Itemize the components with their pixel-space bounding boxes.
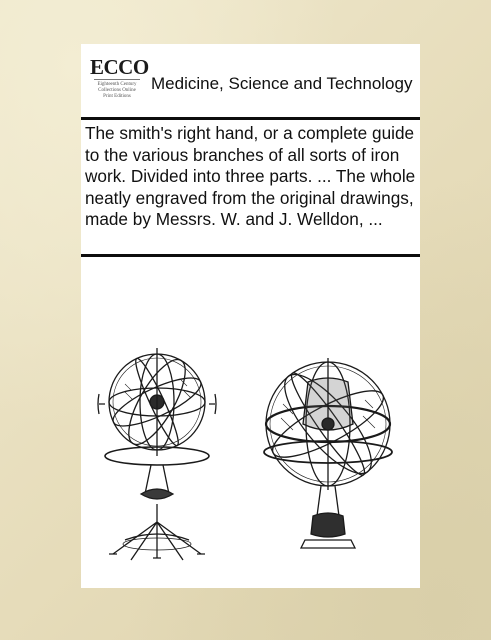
logo-line-3: Print Editions	[103, 94, 131, 99]
top-rule	[81, 117, 420, 120]
bottom-rule	[81, 254, 420, 257]
logo-rule	[94, 79, 140, 80]
engraving-illustration	[95, 344, 409, 564]
armillary-sphere-icon	[253, 344, 403, 564]
ecco-logo	[90, 55, 149, 112]
logo-line-1: Eighteenth Century	[97, 82, 137, 87]
logo-line-2: Collections Online	[98, 88, 136, 93]
armillary-sphere-on-stand-icon	[95, 344, 225, 564]
series-name: Medicine, Science and Technology	[151, 74, 413, 93]
book-title: The smith's right hand, or a complete guide to the various branches of all sorts of iron work. Divided into three parts. ... The whole neatly engraved from the original drawings, made by Messrs. W. and J. Welldon, ...	[85, 123, 416, 230]
cover-header	[81, 44, 420, 117]
logo-mark: ECCO	[90, 55, 149, 79]
cover-panel	[81, 44, 420, 588]
